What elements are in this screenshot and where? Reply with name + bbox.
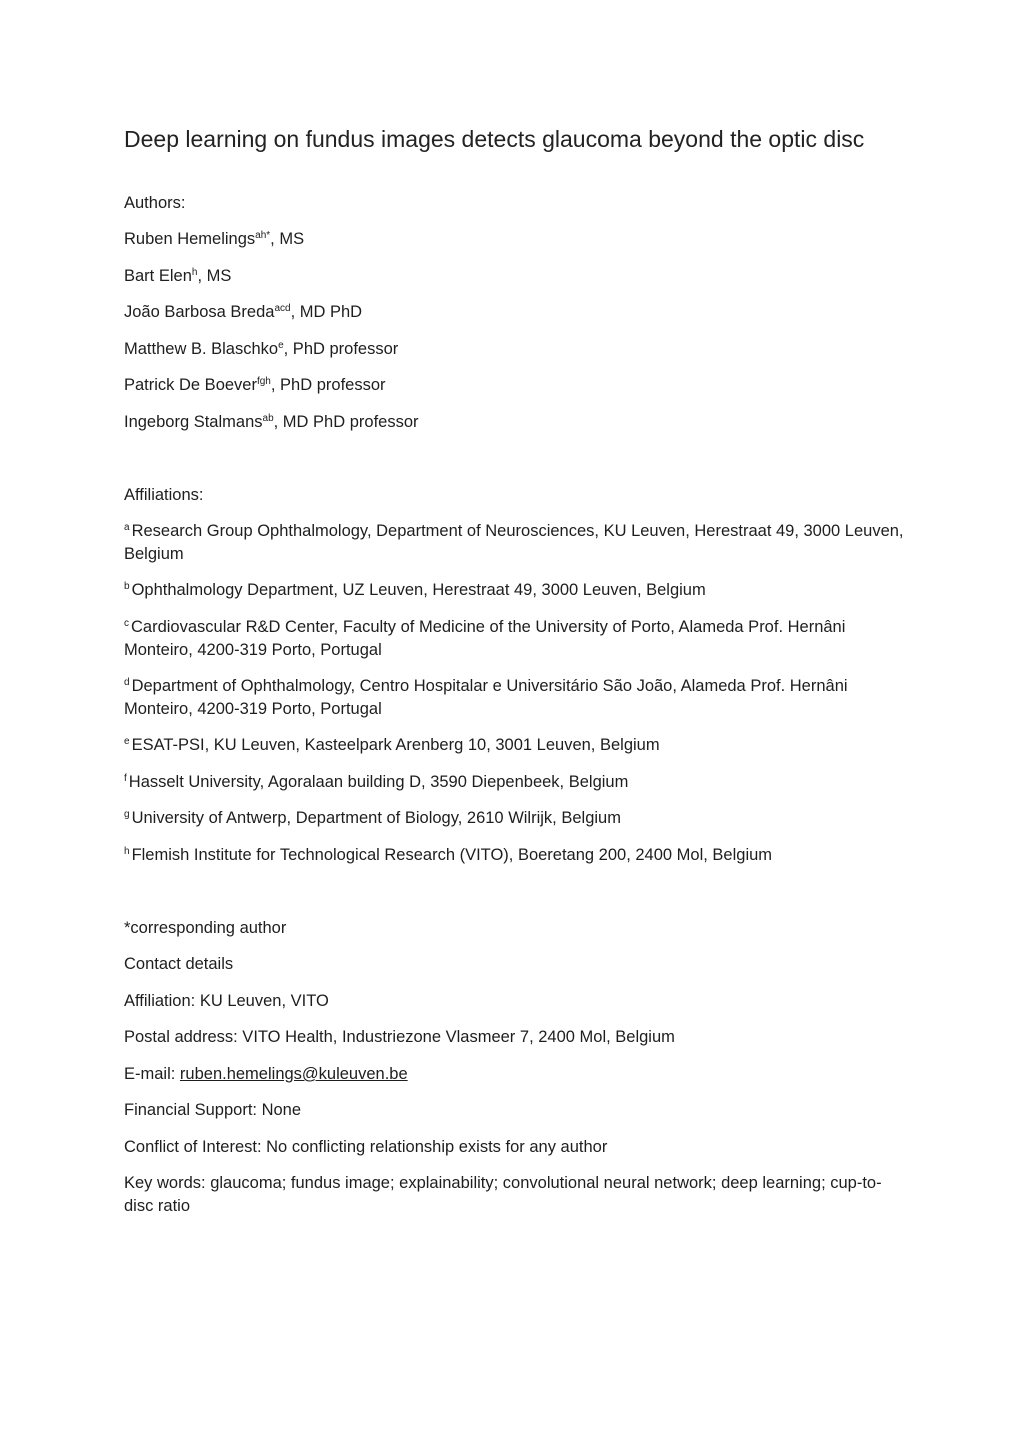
email-link[interactable]: ruben.hemelings@kuleuven.be xyxy=(179,1065,408,1083)
author-credentials: , MS xyxy=(197,267,232,285)
author-name: Ruben Hemelings xyxy=(124,230,256,248)
author-affiliation-marks: ab xyxy=(262,413,274,424)
author-name: Patrick De Boever xyxy=(124,376,257,394)
author-line xyxy=(124,338,904,361)
author-credentials: , PhD professor xyxy=(283,340,399,358)
author-credentials: , PhD professor xyxy=(270,376,386,394)
keywords: Key words: glaucoma; fundus image; explainability; convolutional neural network; deep learning; cup-to-disc ratio xyxy=(124,1174,882,1215)
affiliation-mark: d xyxy=(124,677,130,688)
affiliation-item xyxy=(124,520,904,565)
paper-title: Deep learning on fundus images detects glaucoma beyond the optic disc xyxy=(124,126,865,152)
financial-support: Financial Support: None xyxy=(124,1101,302,1119)
affiliation-item xyxy=(124,734,904,757)
contact-affiliation: Affiliation: KU Leuven, VITO xyxy=(124,992,329,1010)
affiliation-text: Research Group Ophthalmology, Department of Neurosciences, KU Leuven, Herestraat 49, 3000 Leuven, Belgium xyxy=(124,522,904,563)
author-affiliation-marks: ah* xyxy=(255,230,271,241)
author-line xyxy=(124,265,904,288)
postal-address: Postal address: VITO Health, Industriezone Vlasmeer 7, 2400 Mol, Belgium xyxy=(124,1028,675,1046)
author-credentials: , MD PhD professor xyxy=(273,413,419,431)
affiliations-heading: Affiliations: xyxy=(124,486,204,504)
authors-heading: Authors: xyxy=(124,194,186,212)
email-label: E-mail: xyxy=(124,1065,180,1083)
author-affiliation-marks: e xyxy=(278,340,284,351)
affiliation-text: ESAT-PSI, KU Leuven, Kasteelpark Arenberg 10, 3001 Leuven, Belgium xyxy=(131,736,660,754)
author-line xyxy=(124,374,904,397)
affiliation-item xyxy=(124,616,904,661)
author-name: Ingeborg Stalmans xyxy=(124,413,263,431)
affiliation-mark: e xyxy=(124,736,130,747)
affiliation-mark: f xyxy=(124,773,127,784)
affiliation-mark: a xyxy=(124,522,130,533)
affiliation-item xyxy=(124,675,904,720)
affiliation-text: Flemish Institute for Technological Research (VITO), Boeretang 200, 2400 Mol, Belgium xyxy=(131,846,773,864)
affiliation-text: Ophthalmology Department, UZ Leuven, Herestraat 49, 3000 Leuven, Belgium xyxy=(131,581,706,599)
author-line xyxy=(124,301,904,324)
affiliation-text: Department of Ophthalmology, Centro Hospitalar e Universitário São João, Alameda Prof. Hernâni Monteiro, 4200-319 Porto, Portugal xyxy=(124,677,848,718)
affiliation-item xyxy=(124,579,904,602)
affiliation-item xyxy=(124,807,904,830)
affiliation-mark: b xyxy=(124,581,130,592)
affiliation-text: Hasselt University, Agoralaan building D, 3590 Diepenbeek, Belgium xyxy=(128,773,629,791)
author-affiliation-marks: h xyxy=(191,267,198,278)
affiliation-mark: c xyxy=(124,618,129,629)
author-affiliation-marks: acd xyxy=(274,303,291,314)
email-line xyxy=(124,1063,904,1086)
author-line xyxy=(124,228,904,251)
affiliation-text: University of Antwerp, Department of Biology, 2610 Wilrijk, Belgium xyxy=(131,809,621,827)
contact-heading: Contact details xyxy=(124,955,234,973)
author-name: Bart Elen xyxy=(124,267,192,285)
affiliation-item xyxy=(124,771,904,794)
affiliation-text: Cardiovascular R&D Center, Faculty of Medicine of the University of Porto, Alameda Prof. Hernâni Monteiro, 4200-319 Porto, Portugal xyxy=(124,618,846,659)
author-name: João Barbosa Breda xyxy=(124,303,275,321)
author-affiliation-marks: fgh xyxy=(256,376,271,387)
affiliation-mark: h xyxy=(124,846,130,857)
author-credentials: , MS xyxy=(270,230,305,248)
affiliation-mark: g xyxy=(124,809,130,820)
author-line xyxy=(124,411,904,434)
affiliation-item xyxy=(124,844,904,867)
conflict-of-interest: Conflict of Interest: No conflicting relationship exists for any author xyxy=(124,1138,608,1156)
author-credentials: , MD PhD xyxy=(290,303,363,321)
author-name: Matthew B. Blaschko xyxy=(124,340,279,358)
corresponding-author-note: *corresponding author xyxy=(124,919,287,937)
